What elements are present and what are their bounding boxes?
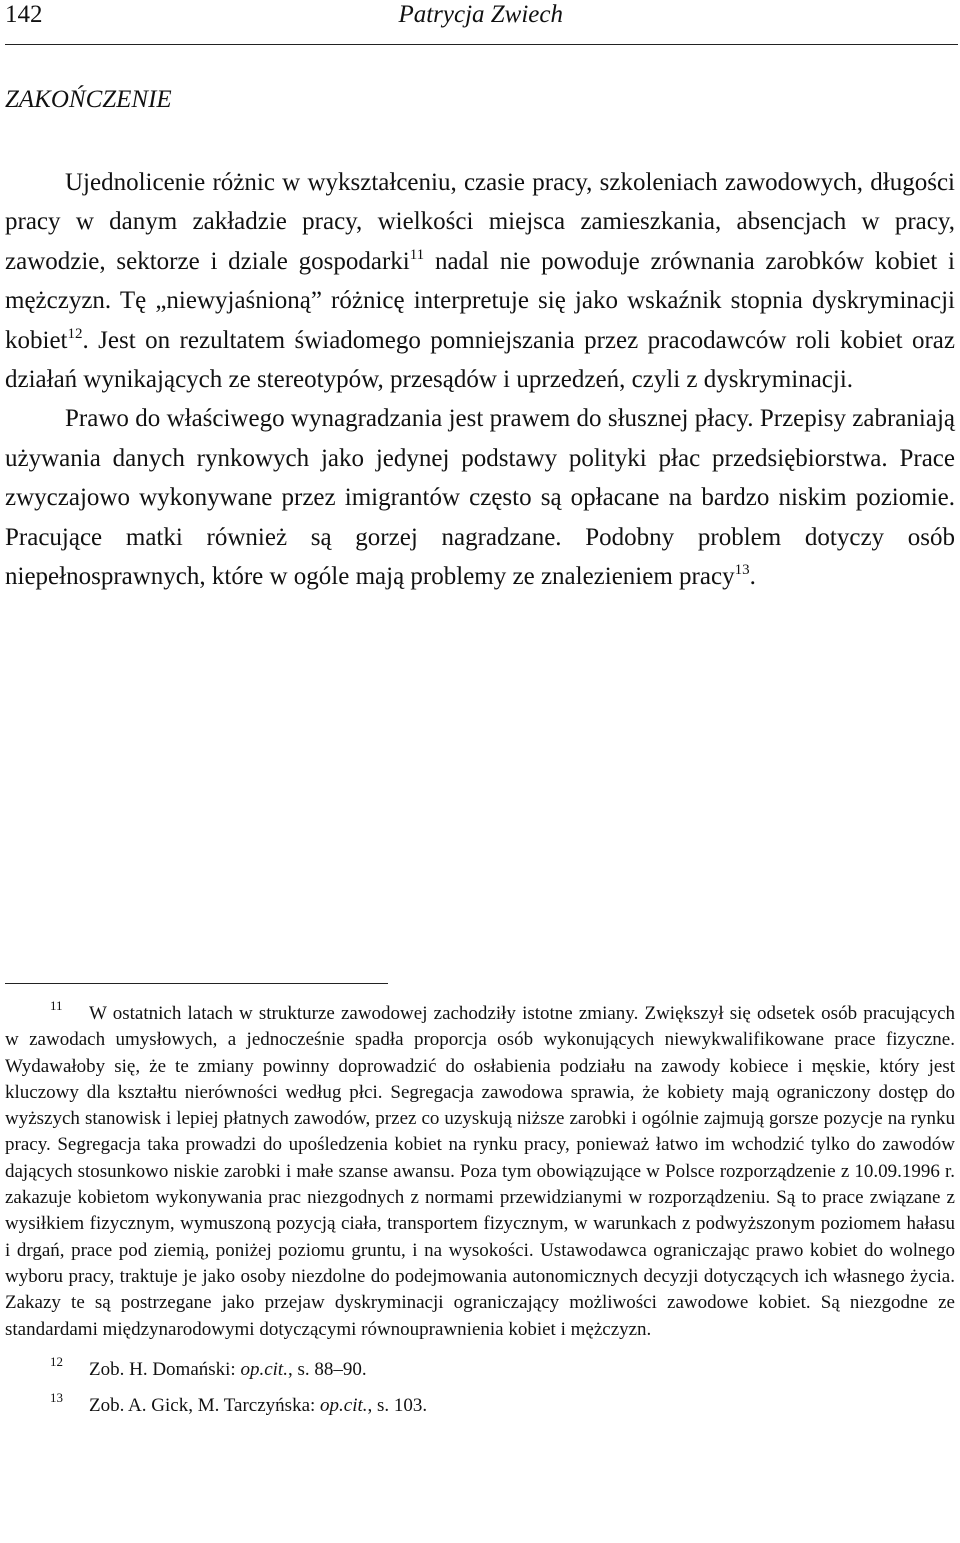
footnote-13: 13 Zob. A. Gick, M. Tarczyńska: op.cit., s. 103. — [50, 1390, 428, 1417]
paragraph-2 — [5, 399, 955, 596]
paragraph-1 — [5, 163, 955, 399]
footnote-pages: , s. 103. — [367, 1395, 428, 1417]
citation-abbrev: op.cit. — [240, 1358, 288, 1380]
paragraph-1-text-b: nadal nie powoduje zrównania zarobków kobiet i mężczyzn. Tę „niewyjaśnioną” różnicę interpretuje się jako wskaźnik stopnia dyskryminacji kobiet — [5, 247, 955, 354]
paragraph-1-text-c: . Jest on rezultatem świadomego pomniejszania przez pracodawców roli kobiet oraz działań wynikających ze stereotypów, przesądów i uprzedzeń, czyli z dyskryminacji. — [5, 326, 955, 394]
citation-abbrev: op.cit. — [320, 1395, 368, 1417]
paragraph-1-text-a: Ujednolicenie różnic w wykształceniu, czasie pracy, szkoleniach zawodowych, długości pracy w danym zakładzie pracy, wielkości miejsca zamieszkania, absencjach w pracy, zawodzie, sektorze i dziale gospodarki — [5, 169, 955, 275]
footnotes — [5, 998, 955, 1419]
footnote-pages: , s. 88–90. — [287, 1358, 367, 1380]
section-title: ZAKOŃCZENIE — [5, 86, 172, 113]
footnote-ref-11[interactable]: 11 — [409, 246, 425, 263]
page-header — [5, 0, 958, 45]
footnote-text: Zob. A. Gick, M. Tarczyńska: — [89, 1395, 321, 1417]
footnote-ref-13[interactable]: 13 — [734, 562, 750, 579]
footnote-text: Zob. H. Domański: — [89, 1358, 241, 1380]
footnote-ref-12[interactable]: 12 — [67, 325, 83, 342]
footnote-12: 12 Zob. H. Domański: op.cit., s. 88–90. — [50, 1353, 367, 1380]
running-head-author: Patrycja Zwiech — [398, 1, 563, 28]
paragraph-2-text-a: Prawo do właściwego wynagradzania jest prawem do słusznej płacy. Przepisy zabraniają używania danych rynkowych jako jedynej podstawy polityki płac przedsiębiorstwa. Prace zwyczajowo wykonywane przez imigrantów często są opłacane na bardzo niskim poziomie. Pracujące matki również są gorzej nagradzane. Podobny problem dotyczy osób niepełnosprawnych, które w ogóle mają problemy ze znalezieniem pracy — [5, 405, 955, 591]
page-number: 142 — [5, 1, 43, 28]
paragraph-2-text-b: . — [749, 563, 756, 591]
footnote-11: 11 W ostatnich latach w strukturze zawodowej zachodziły istotne zmiany. Zwiększył się odsetek osób pracujących w zawodach umysłowych, a jednocześnie spadła proporcja osób wykonujących niewykwalifikowane prace fizyczne. Wydawałoby się, że te zmiany powinny doprowadzić do osłabienia podziału na zawody kobiece i męskie, który jest kluczowy dla kształtu nierówności według płci. Segregacja zawodowa sprawia, że kobiety mają ograniczony dostęp do wyższych stanowisk i lepiej płatnych zawodów, przez co uzyskują niższe zarobki i ogólnie zajmują gorsze pozycje na rynku pracy. Segregacja taka prowadzi do upośledzenia kobiet na rynku pracy, ponieważ łatwo im wchodzić tylko do zawodów dających stosunkowo niskie zarobki i małe szanse awansu. Poza tym obowiązujące w Polsce rozporządzenie z 10.09.1996 r. zakazuje kobietom wykonywania prac niezgodnych z normami przewidzianymi w rozporządzeniu. Są to prace związane z wysiłkiem fizycznym, wymuszoną pozycją ciała, transportem fizycznym, w warunkach z podwyższonym poziomem hałasu i drgań, prace pod ziemią, poniżej poziomu gruntu, i na wysokości. Ustawodawca ograniczając prawo kobiet do wolnego wyboru pracy, traktuje je jako osoby niezdolne do podejmowania autonomicznych decyzji dotyczących ich własnego życia. Zakazy te są postrzegane jako przejaw dyskryminacji ograniczający możliwości zawodowe kobiet. Są niezgodne ze standardami międzynarodowymi dotyczącymi równouprawnienia kobiet i mężczyzn. — [5, 998, 955, 1340]
body-text — [5, 163, 955, 596]
footnote-text: W ostatnich latach w strukturze zawodowej zachodziły istotne zmiany. Zwiększył się odsetek osób pracujących w zawodach umysłowych, a jednocześnie spadła proporcja osób wykonujących niewykwalifikowane prace fizyczne. Wydawałoby się, że te zmiany powinny doprowadzić do osłabienia podziału na zawody kobiece i męskie, który jest kluczowy dla kształtu nierówności według płci. Segregacja zawodowa sprawia, że kobiety mają ograniczony dostęp do wyższych stanowisk i lepiej płatnych zawodów, przez co uzyskują niższe zarobki i ogólnie zajmują gorsze pozycje na rynku pracy. Segregacja taka prowadzi do upośledzenia kobiet na rynku pracy, ponieważ łatwo im wchodzić tylko do zawodów dających stosunkowo niskie zarobki i małe szanse awansu. Poza tym obowiązujące w Polsce rozporządzenie z 10.09.1996 r. zakazuje kobietom wykonywania prac niezgodnych z normami przewidzianymi w rozporządzeniu. Są to prace związane z wysiłkiem fizycznym, wymuszoną pozycją ciała, transportem fizycznym, w warunkach z podwyższonym poziomem hałasu i drgań, prace pod ziemią, poniżej poziomu gruntu, i na wysokości. Ustawodawca ograniczając prawo kobiet do wolnego wyboru pracy, traktuje je jako osoby niezdolne do podejmowania autonomicznych decyzji dotyczących ich własnego życia. Zakazy te są postrzegane jako przejaw dyskryminacji ograniczający możliwości zawodowe kobiet. Są niezgodne ze standardami międzynarodowymi dotyczącymi równouprawnienia kobiet i mężczyzn. — [5, 1003, 955, 1340]
footnote-divider — [5, 983, 388, 984]
